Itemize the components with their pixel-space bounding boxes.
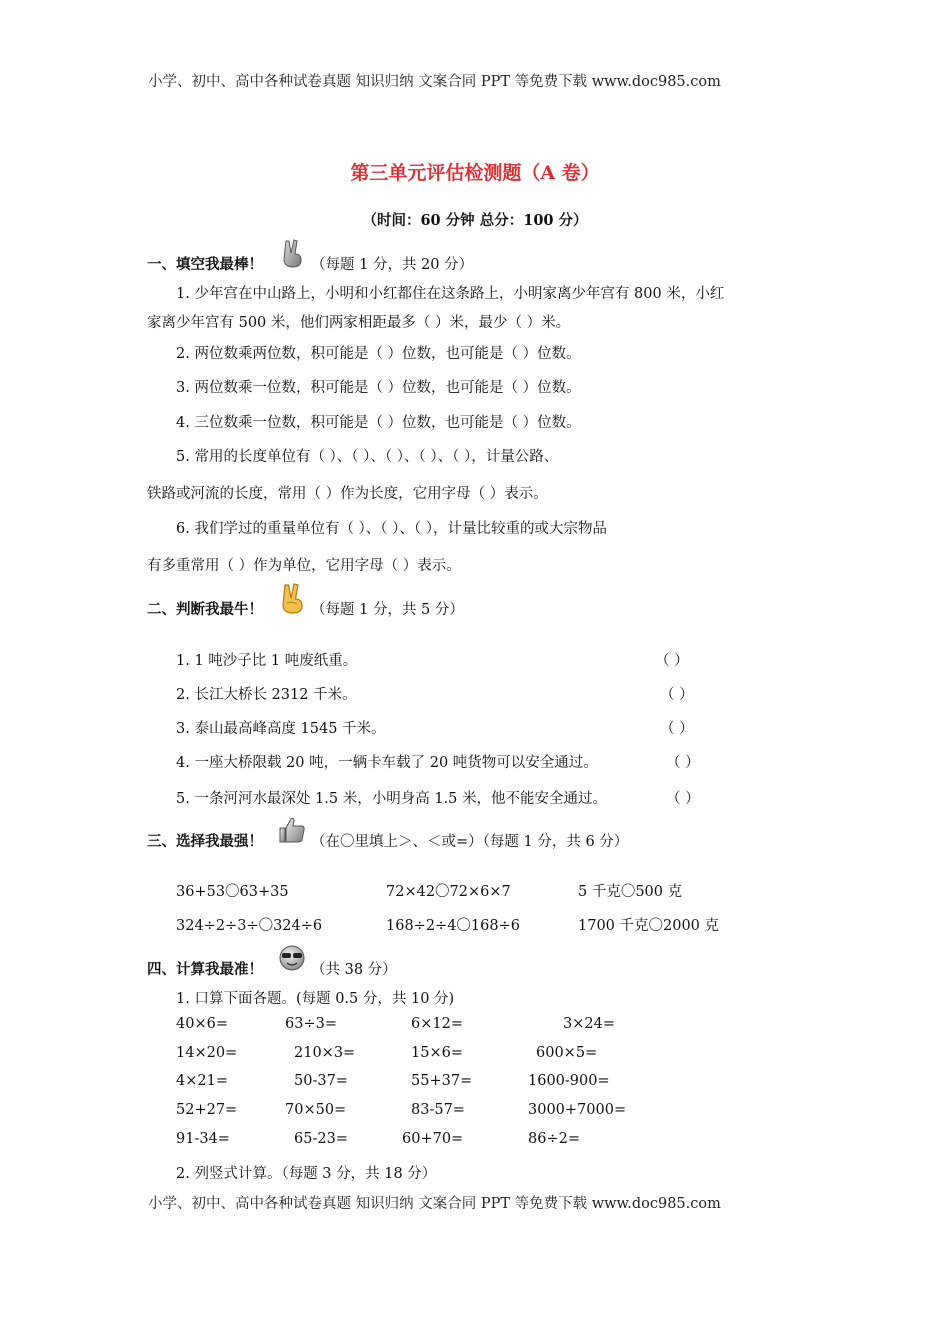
s1-line-5: 4. 三位数乘一位数，积可能是（ ）位数，也可能是（ ）位数。 [176,415,581,431]
calc-r5-c2: 65-23= [294,1131,348,1147]
calc-r3-c3: 55+37= [411,1073,473,1089]
s3-r2-c1: 324÷2÷3÷〇324÷6 [176,918,323,934]
s2-item-1: 1. 1 吨沙子比 1 吨废纸重。 [176,653,358,669]
calc-r5-c1: 91-34= [176,1131,230,1147]
thumbs-up-icon [277,815,307,845]
s1-line-9: 有多重常用（ ）作为单位，它用字母（ ）表示。 [147,558,461,574]
page-title: 第三单元评估检测题（A 卷） [350,162,600,184]
s2-mark-4: （ ） [666,755,700,771]
s2-mark-5: （ ） [666,791,700,807]
calc-r5-c3: 60+70= [402,1131,464,1147]
section3-note: （在〇里填上＞、＜或=）（每题 1 分，共 6 分） [311,834,629,850]
calc-r2-c1: 14×20= [176,1045,238,1061]
section2-note: （每题 1 分，共 5 分） [311,602,464,618]
calc-r1-c3: 6×12= [411,1016,463,1032]
s1-line-3: 2. 两位数乘两位数，积可能是（ ）位数，也可能是（ ）位数。 [176,346,581,362]
calc-r4-c3: 83-57= [411,1102,465,1118]
s2-item-2: 2. 长江大桥长 2312 千米。 [176,687,357,703]
s2-item-4: 4. 一座大桥限载 20 吨，一辆卡车载了 20 吨货物可以安全通过。 [176,755,598,771]
s3-r1-c3: 5 千克〇500 克 [578,884,683,900]
calc-r1-c1: 40×6= [176,1016,228,1032]
s2-mark-1: （ ） [655,653,689,669]
cool-face-icon [277,944,307,972]
section2-heading: 二、判断我最牛！ [147,601,263,618]
calc-r4-c4: 3000+7000= [528,1102,627,1118]
s3-r2-c3: 1700 千克〇2000 克 [578,918,720,934]
s1-line-6: 5. 常用的长度单位有（ ）、（ ）、（ ）、（ ）、（ ），计量公路、 [176,449,559,465]
calc-r4-c2: 70×50= [285,1102,347,1118]
s1-line-7: 铁路或河流的长度，常用（ ）作为长度，它用字母（ ）表示。 [147,486,548,502]
section3-heading: 三、选择我最强！ [147,833,263,850]
s2-item-3: 3. 泰山最高峰高度 1545 千米。 [176,721,386,737]
calc-r2-c2: 210×3= [294,1045,356,1061]
section1-note: （每题 1 分，共 20 分） [311,257,474,273]
section4-note: （共 38 分） [311,962,397,978]
page-footer: 小学、初中、高中各种试卷真题 知识归纳 文案合同 PPT 等免费下载 www.doc985.com [148,1196,721,1212]
s1-line-1: 1. 少年宫在中山路上，小明和小红都住在这条路上，小明家离少年宫有 800 米，小红 [176,286,725,302]
calc-r2-c3: 15×6= [411,1045,463,1061]
s1-line-8: 6. 我们学过的重量单位有（ ）、（ ）、（ ），计量比较重的或大宗物品 [176,521,608,537]
s1-line-2: 家离少年宫有 500 米，他们两家相距最多（ ）米，最少（ ）米。 [147,315,571,331]
page-header: 小学、初中、高中各种试卷真题 知识归纳 文案合同 PPT 等免费下载 www.doc985.com [148,74,721,90]
calc-r5-c4: 86÷2= [528,1131,580,1147]
s4-part1: 1. 口算下面各题。(每题 0.5 分，共 10 分) [176,991,455,1007]
s2-mark-3: （ ） [660,721,694,737]
section4-heading: 四、计算我最准！ [147,961,263,978]
calc-r3-c1: 4×21= [176,1073,228,1089]
victory-hand-color-icon [277,583,307,615]
s3-r1-c1: 36+53〇63+35 [176,884,289,900]
calc-r1-c4: 3×24= [563,1016,615,1032]
s3-r2-c2: 168÷2÷4〇168÷6 [386,918,520,934]
calc-r2-c4: 600×5= [536,1045,598,1061]
s3-r1-c2: 72×42〇72×6×7 [386,884,511,900]
calc-r3-c2: 50-37= [294,1073,348,1089]
calc-r3-c4: 1600-900= [528,1073,610,1089]
s2-mark-2: （ ） [660,687,694,703]
calc-r1-c2: 63÷3= [285,1016,337,1032]
s2-item-5: 5. 一条河河水最深处 1.5 米，小明身高 1.5 米，他不能安全通过。 [176,791,607,807]
s4-part2: 2. 列竖式计算。（每题 3 分，共 18 分） [176,1166,437,1182]
section1-heading: 一、填空我最棒！ [147,256,263,273]
calc-r4-c1: 52+27= [176,1102,238,1118]
s1-line-4: 3. 两位数乘一位数，积可能是（ ）位数，也可能是（ ）位数。 [176,380,581,396]
exam-info: （时间：60 分钟 总分：100 分） [362,212,588,229]
victory-hand-icon [278,239,306,269]
